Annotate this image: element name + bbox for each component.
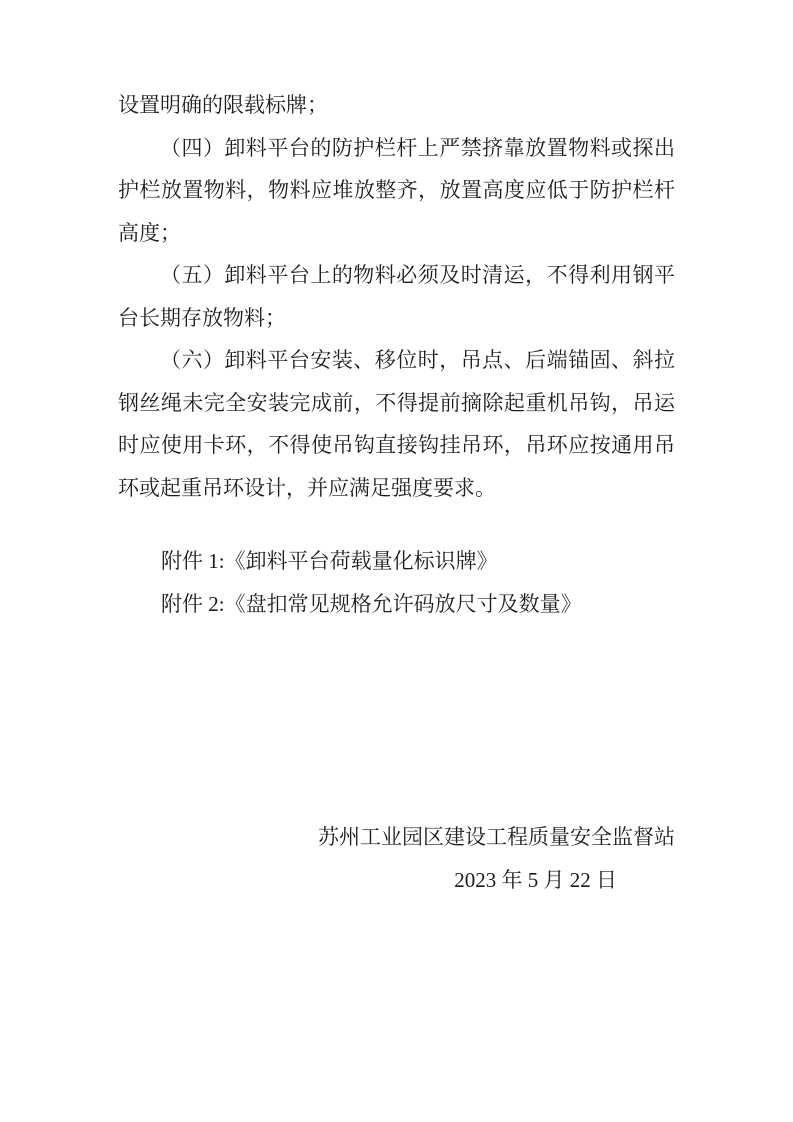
body-line: 高度；	[118, 220, 181, 245]
attachments-list	[118, 540, 675, 625]
body-line: 时应使用卡环，不得使吊钩直接钩挂吊环，吊环应按通用吊	[118, 433, 675, 457]
signature-block	[118, 816, 675, 901]
body-line: 设置明确的限载标牌；	[118, 93, 328, 117]
body-line: （五）卸料平台上的物料必须及时清运，不得利用钢平	[160, 263, 675, 287]
signature-organization: 苏州工业园区建设工程质量安全监督站	[318, 825, 675, 849]
body-line: （六）卸料平台安装、移位时，吊点、后端锚固、斜拉	[160, 348, 675, 372]
body-line: 护栏放置物料，物料应堆放整齐，放置高度应低于防护栏杆	[118, 178, 675, 202]
signature-date: 2023 年 5 月 22 日	[454, 867, 617, 892]
body-line: （四）卸料平台的防护栏杆上严禁挤靠放置物料或探出	[160, 135, 675, 160]
document-body	[118, 84, 675, 509]
body-line: 环或起重吊环设计，并应满足强度要求。	[118, 475, 496, 500]
attachment-line: 附件 1:《卸料平台荷载量化标识牌》	[161, 549, 498, 573]
body-line: 钢丝绳未完全安装完成前，不得提前摘除起重机吊钩，吊运	[118, 390, 675, 415]
body-line: 台长期存放物料；	[118, 305, 286, 330]
attachment-line: 附件 2:《盘扣常见规格允许码放尺寸及数量》	[161, 591, 582, 616]
